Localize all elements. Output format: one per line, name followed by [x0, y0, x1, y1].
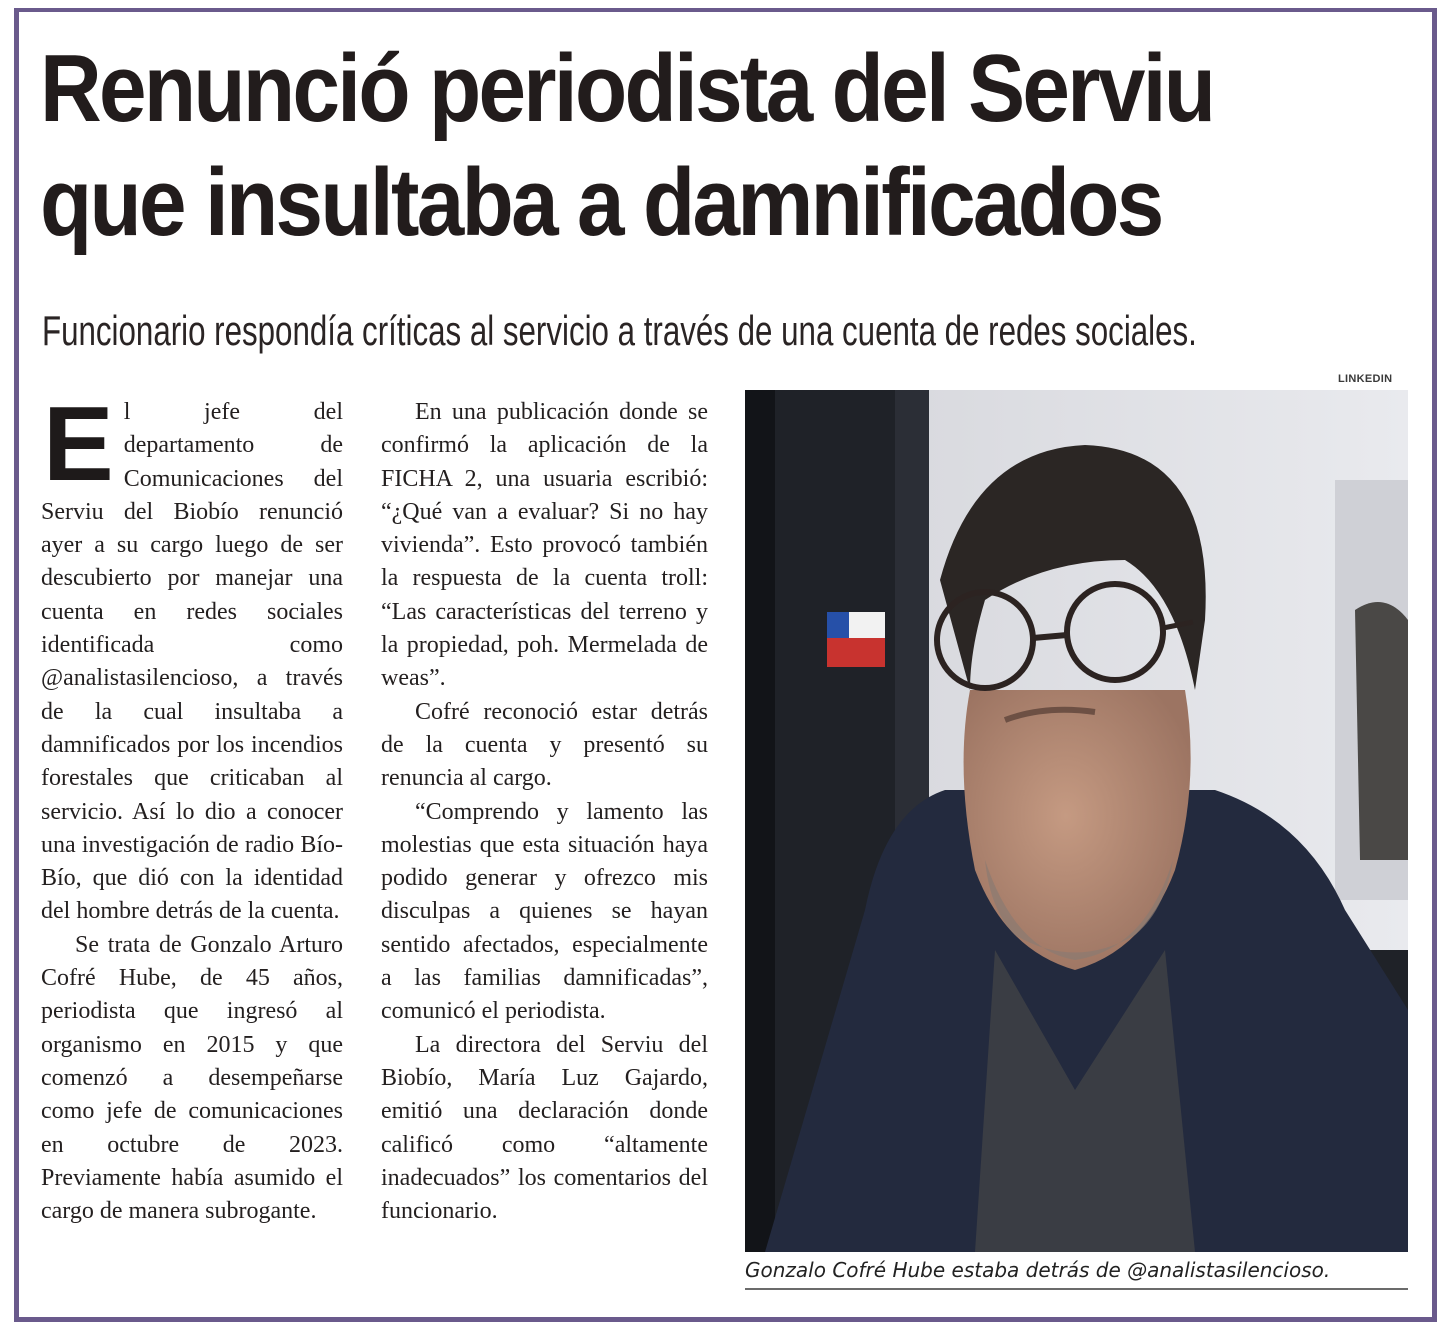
body-column-2 [381, 396, 708, 1228]
subheadline: Funcionario respondía críticas al servicio a través de una cuenta de redes sociales. [42, 307, 1197, 354]
paragraph: En una publicación donde se confirmó la aplicación de la FICHA 2, una usuaria escribió: “¿Qué van a evaluar? Si no hay vivienda”. Esto provocó también la respuesta de la cuenta troll: “Las características del terreno y la propiedad, poh. Mermelada de weas”. [381, 399, 708, 692]
photo-credit: LINKEDIN [1338, 373, 1393, 385]
paragraph-text: l jefe del departamento de Comunicaciones del Serviu del Biobío renunció ayer a su cargo luego de ser descubierto por manejar una cuenta en redes sociales identificada como @analistasilencioso, a través de la cual insultaba a damnificados por los incendios forestales que criticaban al servicio. Así lo dio a conocer una investigación de radio Bío-Bío, que dió con la identidad del hombre detrás de la cuenta. [41, 399, 343, 925]
headline-line-1: Renunció periodista del Serviu [40, 35, 1214, 142]
headline-line-2: que insultaba a damnificados [40, 149, 1162, 256]
paragraph: Se trata de Gonzalo Arturo Cofré Hube, de 45 años, periodista que ingresó al organismo en 2015 y que comenzó a desempeñarse como jefe de comunicaciones en octubre de 2023. Previamente había asumido el cargo de manera subrogante. [41, 931, 343, 1225]
body-column-1 [41, 385, 343, 1228]
paragraph: Cofré reconoció estar detrás de la cuenta y presentó su renuncia al cargo. [381, 698, 708, 792]
drop-cap: E [43, 385, 114, 503]
headline [40, 32, 1213, 260]
paragraph: La directora del Serviu del Biobío, María Luz Gajardo, emitió una declaración donde calificó como “altamente inadecuados” los comentarios del funcionario. [381, 1031, 708, 1225]
portrait-illustration [745, 390, 1408, 1252]
paragraph: “Comprendo y lamento las molestias que esta situación haya podido generar y ofrezco mis disculpas a quienes se hayan sentido afectados, especialmente a las familias damnificadas”, comunicó el periodista. [381, 798, 708, 1025]
portrait-photo [745, 390, 1408, 1252]
photo-caption: Gonzalo Cofré Hube estaba detrás de @analistasilencioso. [745, 1258, 1408, 1290]
paragraph [41, 385, 343, 929]
